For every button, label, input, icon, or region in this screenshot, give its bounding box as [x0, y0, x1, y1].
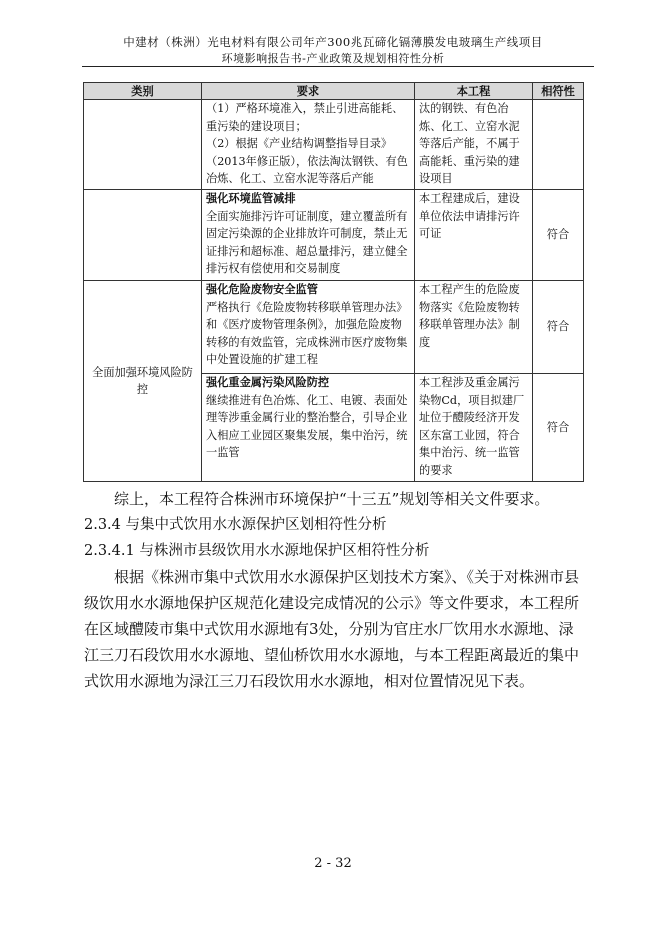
col-header-requirement: 要求: [202, 83, 415, 100]
summary-paragraph: 综上，本工程符合株洲市环境保护“十三五”规划等相关文件要求。: [114, 490, 550, 508]
requirement-body: 严格执行《危险废物转移联单管理办法》和《医疗废物管理条例》，加强危险废物转移的有效监管，完成株洲市医疗废物集中处置设施的扩建工程: [206, 300, 408, 367]
requirement-cell: [202, 281, 415, 374]
requirement-body: 全面实施排污许可证制度，建立覆盖所有固定污染源的企业排放许可制度，禁止无证排污和超标准、超总量排污，建立健全排污权有偿使用和交易制度: [206, 209, 408, 276]
project-cell: 本工程涉及重金属污染物Cd，项目拟建厂址位于醴陵经济开发区东富工业园，符合集中治污、统一监管的要求: [415, 374, 533, 482]
body-paragraph: 根据《株洲市集中式饮用水水源保护区划技术方案》、《关于对株洲市县级饮用水水源地保护区规范化建设完成情况的公示》等文件要求，本工程所在区域醴陵市集中式饮用水源地有3处，分别为官庄水厂饮用水水源地、渌江三刀石段饮用水水源地、望仙桥饮用水水源地，与本工程距离最近的集中式饮用水源地为渌江三刀石段饮用水水源地，相对位置情况见下表。: [84, 568, 580, 690]
category-cell: [84, 100, 202, 190]
requirement-body: 继续推进有色冶炼、化工、电镀、表面处理等涉重金属行业的整治整合，引导企业入相应工业园区聚集发展，集中治污，统一监管: [206, 393, 408, 460]
category-cell: 全面加强环境风险防控: [84, 281, 202, 482]
table-row: [84, 190, 584, 281]
requirement-title: 强化环境监管减排: [206, 191, 296, 205]
project-cell: 本工程建成后，建设单位依法申请排污许可证: [415, 190, 533, 281]
page-number: 2 - 32: [314, 856, 352, 871]
requirement-cell: （1）严格环境准入，禁止引进高能耗、重污染的建设项目； （2）根据《产业结构调整指导目录》（2013年修正版），依法淘汰钢铁、有色冶炼、化工、立窑水泥等落后产能: [202, 100, 415, 190]
table-row: [84, 281, 584, 374]
body-text: [84, 486, 584, 694]
col-header-category: 类别: [84, 83, 202, 100]
conformity-cell: 符合: [533, 281, 584, 374]
page-header: [0, 34, 666, 66]
requirement-title: 强化危险废物安全监管: [206, 282, 318, 296]
subsection-heading: 2.3.4.1 与株洲市县级饮用水水源地保护区相符性分析: [84, 543, 430, 559]
project-cell: 汰的钢铁、有色冶炼、化工、立窑水泥等落后产能，不属于高能耗、重污染的建设项目: [415, 100, 533, 190]
section-heading: 2.3.4 与集中式饮用水水源保护区划相符性分析: [84, 517, 387, 533]
requirement-title: 强化重金属污染风险防控: [206, 375, 330, 389]
requirements-table: [83, 82, 584, 482]
table-header-row: [84, 83, 584, 100]
conformity-cell: 符合: [533, 374, 584, 482]
header-report-title: 环境影响报告书-产业政策及规划相符性分析: [221, 52, 445, 65]
category-cell: [84, 190, 202, 281]
col-header-project: 本工程: [415, 83, 533, 100]
table-row: [84, 100, 584, 190]
col-header-conformity: 相符性: [533, 83, 584, 100]
requirement-cell: [202, 190, 415, 281]
requirement-cell: [202, 374, 415, 482]
conformity-cell: [533, 100, 584, 190]
header-divider: [82, 66, 594, 67]
project-cell: 本工程产生的危险废物落实《危险废物转移联单管理办法》制度: [415, 281, 533, 374]
conformity-cell: 符合: [533, 190, 584, 281]
header-project-title: 中建材（株洲）光电材料有限公司年产300兆瓦碲化镉薄膜发电玻璃生产线项目: [123, 35, 543, 49]
